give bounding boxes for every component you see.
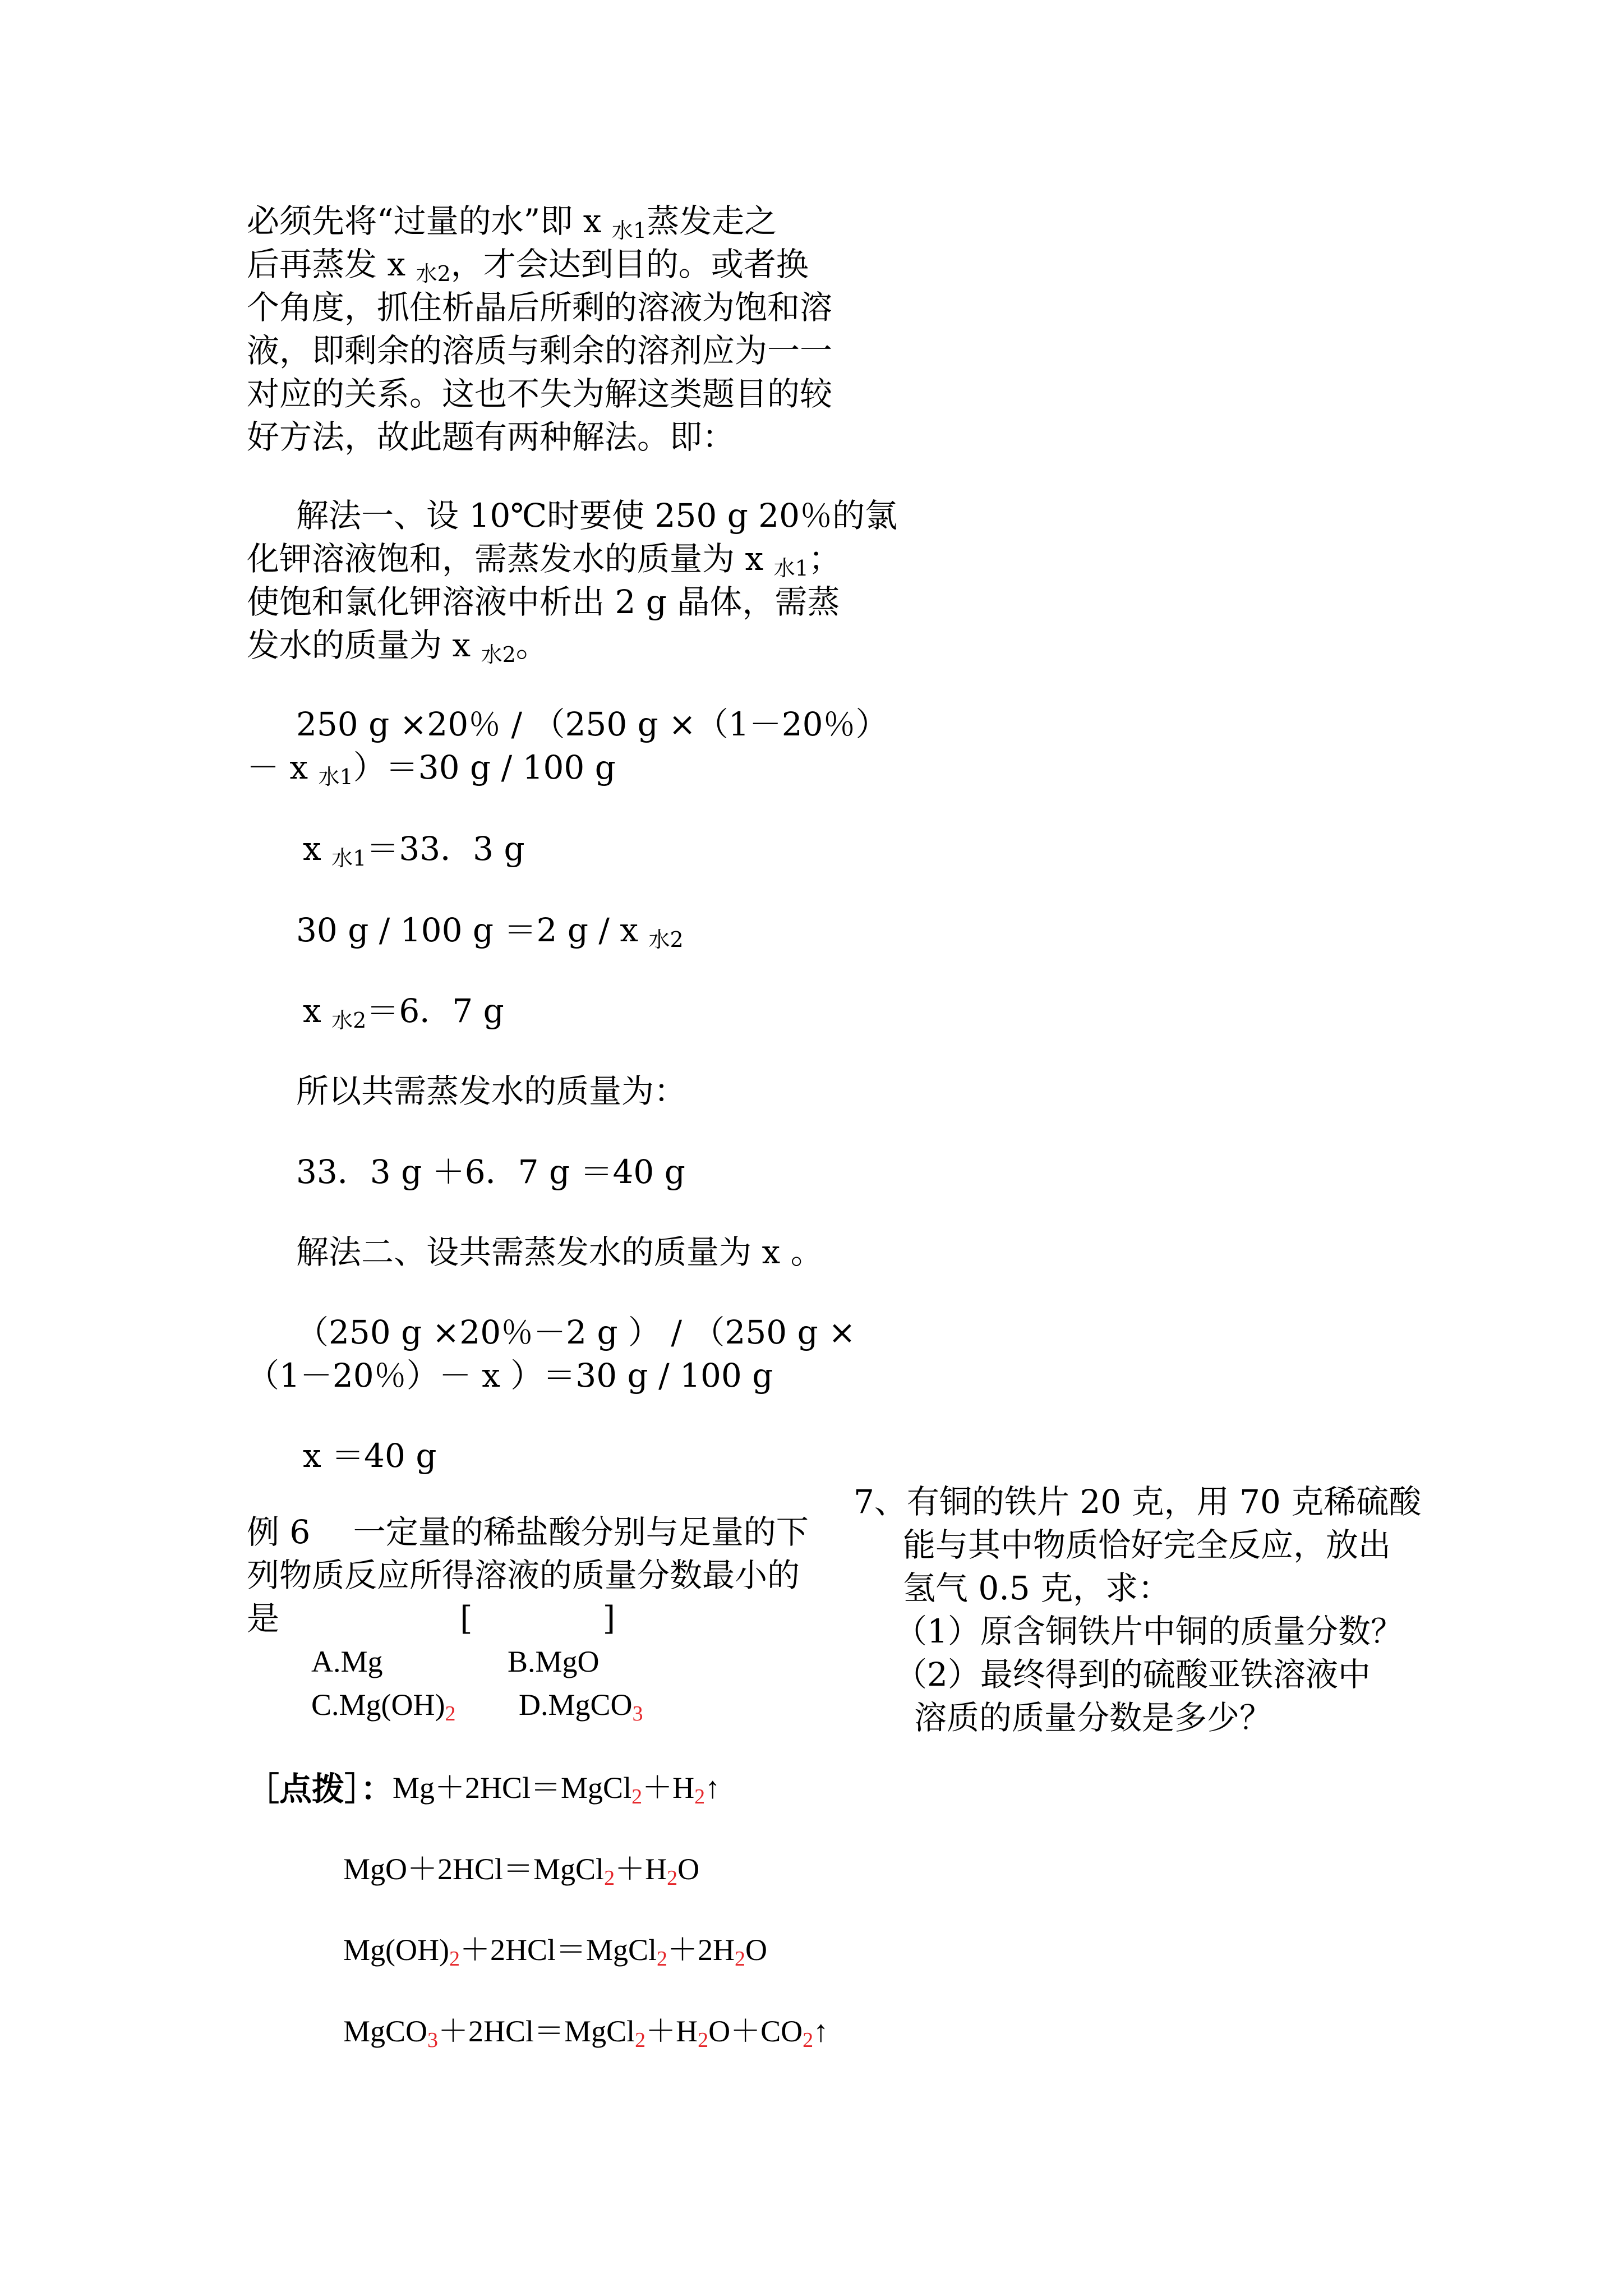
problem7-line-3: 氢气 0.5 克，求：: [903, 1569, 1171, 1607]
method1-line-3: 使饱和氯化钾溶液中析出 2 g 晶体，需蒸: [247, 583, 840, 621]
reaction-1: $Mg+2HCl=MgCl_2+H_2↑$: [393, 1771, 721, 1809]
reaction-2: $MgO+2HCl=MgCl_2+H_2O$: [343, 1852, 700, 1890]
equation-1-line-1: 250 g ×20％ / （250 g ×（1－20％）: [296, 705, 888, 743]
equation-2: x $_{水1}$＝33．3 g: [303, 830, 525, 871]
example6-line-3: 是: [247, 1599, 280, 1637]
problem7-line-2: 能与其中物质恰好完全反应，放出: [903, 1526, 1391, 1564]
total-equation: 33．3 g ＋6．7 g ＝40 g: [296, 1153, 685, 1191]
method1-line-4: 发水的质量为 x $_{水2}$。: [247, 626, 548, 667]
equation-4: x $_{水2}$＝6．7 g: [303, 992, 504, 1033]
option-b: B.MgO: [508, 1645, 600, 1678]
equation-5-line-1: （250 g ×20％－2 g ） / （250 g ×: [296, 1313, 856, 1351]
intro-line-1: 必须先将“过量的水”即 x $_{水1}$蒸发走之: [247, 202, 777, 243]
problem7-line-1: 7、有铜的铁片 20 克，用 70 克稀硫酸: [854, 1483, 1422, 1521]
answer-bracket: [ ]: [460, 1599, 616, 1637]
problem7-line-6: 溶质的质量分数是多少？: [914, 1699, 1272, 1737]
intro-line-3: 个角度，抓住析晶后所剩的溶液为饱和溶: [247, 288, 833, 326]
reaction-4: $MgCO_3+2HCl=MgCl_2+H_2O+CO_2↑$: [343, 2014, 829, 2052]
total-label: 所以共需蒸发水的质量为：: [296, 1072, 687, 1110]
intro-line-2: 后再蒸发 x $_{水2}$，才会达到目的。或者换: [247, 245, 809, 286]
problem7-line-4: （1）原含铜铁片中铜的质量分数？: [895, 1612, 1403, 1650]
option-d: D.MgCO$_3$: [519, 1688, 643, 1726]
reaction-3: $Mg(OH)_2+2HCl=MgCl_2+2H_2O$: [343, 1933, 768, 1971]
option-c: $C.Mg(OH)_2$: [311, 1688, 456, 1726]
intro-line-5: 对应的关系。这也不失为解这类题目的较: [247, 375, 833, 413]
equation-3: 30 g / 100 g ＝2 g / x $_{水2}$: [296, 911, 684, 952]
equation-1-line-2: － x $_{水1}$）＝30 g / 100 g: [247, 748, 616, 789]
method2-line: 解法二、设共需蒸发水的质量为 x 。: [296, 1233, 823, 1271]
problem7-line-5: （2）最终得到的硫酸亚铁溶液中: [895, 1655, 1371, 1694]
example6-line-2: 列物质反应所得溶液的质量分数最小的: [247, 1556, 800, 1594]
intro-line-6: 好方法，故此题有两种解法。即：: [247, 418, 735, 456]
intro-line-4: 液，即剩余的溶质与剩余的溶剂应为一一: [247, 332, 833, 370]
method1-line-1: 解法一、设 10℃时要使 250 g 20％的氯: [296, 496, 898, 535]
equation-5-line-2: （1－20％）－ x ）＝30 g / 100 g: [247, 1356, 773, 1395]
example6-line-1: 例 6 一定量的稀盐酸分别与足量的下: [247, 1513, 809, 1551]
option-a: A.Mg: [311, 1645, 383, 1678]
hint-label: ［点拨］：: [247, 1770, 394, 1808]
method1-line-2: 化钾溶液饱和，需蒸发水的质量为 x $_{水1}$；: [247, 540, 841, 581]
equation-6: x ＝40 g: [303, 1437, 437, 1475]
